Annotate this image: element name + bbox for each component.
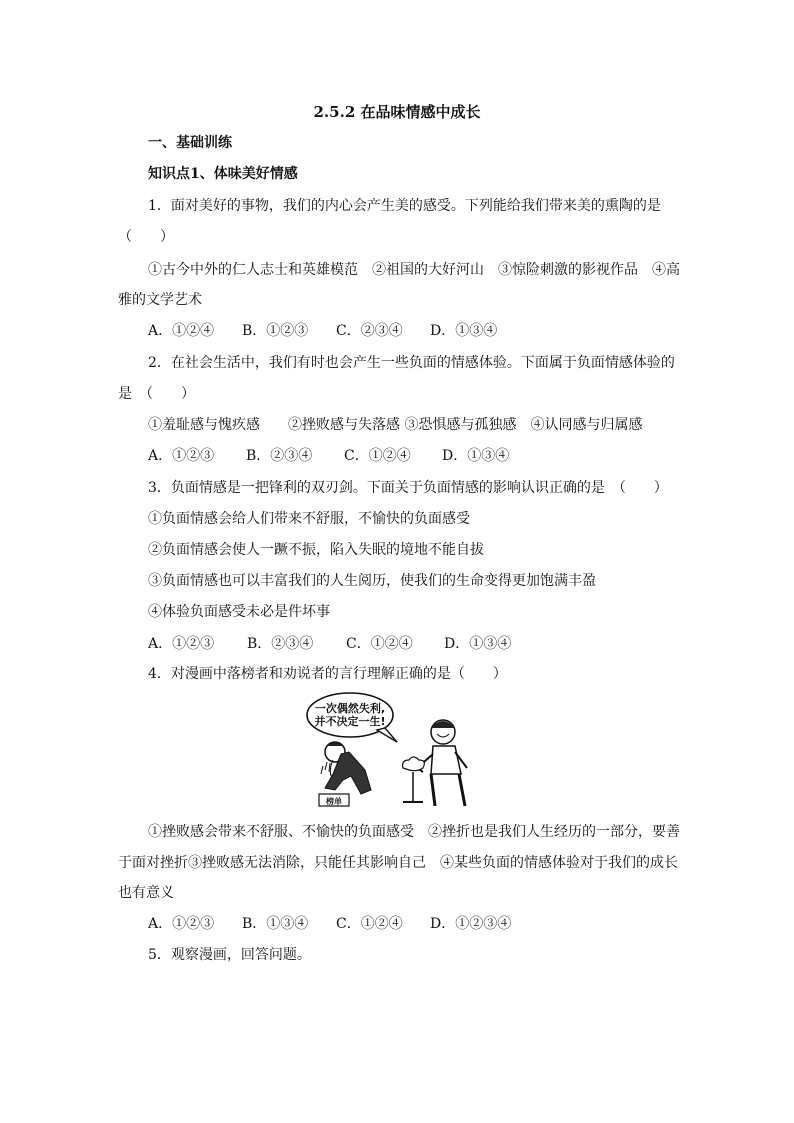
q3-item4: ④体验负面感受未必是件坏事 bbox=[148, 604, 330, 620]
speech-text-line2: 并不决定一生! bbox=[314, 715, 386, 728]
q1-items-line1: ①古今中外的仁人志士和英雄模范 ②祖国的大好河山 ③惊险刺激的影视作品 ④高 bbox=[148, 262, 680, 278]
section-heading: 一、基础训练 bbox=[148, 135, 232, 151]
cartoon-image bbox=[305, 690, 477, 810]
speech-text-line1: 一次偶然失利, bbox=[314, 702, 386, 715]
q4-items-line2: 于面对挫折③挫败感无法消除，只能任其影响自己 ④某些负面的情感体验对于我们的成长 bbox=[118, 855, 678, 871]
crying-figure bbox=[321, 742, 371, 794]
q1-options bbox=[148, 322, 497, 340]
q1-items-line2: 雅的文学艺术 bbox=[118, 292, 202, 308]
q2-items: ①羞耻感与愧疚感 ②挫败感与失落感 ③恐惧感与孤独感 ④认同感与归属感 bbox=[148, 417, 643, 433]
q3-options bbox=[148, 635, 511, 653]
smoke-cloud bbox=[403, 757, 425, 771]
q1-stem-line2: （ ） bbox=[118, 229, 174, 245]
q1-option-d[interactable]: D．①③④ bbox=[430, 323, 498, 339]
q3-option-b[interactable]: B．②③④ bbox=[247, 636, 314, 652]
q2-option-b[interactable]: B．②③④ bbox=[246, 448, 313, 464]
sign-text: 榜单 bbox=[326, 797, 342, 806]
q4-option-a[interactable]: A．①②③ bbox=[148, 916, 215, 932]
q3-item1: ①负面情感会给人们带来不舒服，不愉快的负面感受 bbox=[148, 511, 470, 527]
q3-option-d[interactable]: D．①③④ bbox=[444, 636, 512, 652]
q3-stem: 3．负面情感是一把锋利的双刃剑。下面关于负面情感的影响认识正确的是 （ ） bbox=[148, 480, 668, 496]
q3-item3: ③负面情感也可以丰富我们的人生阅历，使我们的生命变得更加饱满丰盈 bbox=[148, 573, 596, 589]
q4-option-c[interactable]: C．①②④ bbox=[336, 916, 403, 932]
q1-option-b[interactable]: B．①②③ bbox=[242, 323, 309, 339]
q2-stem-line2: 是 （ ） bbox=[118, 386, 195, 402]
q2-option-c[interactable]: C．①②④ bbox=[344, 448, 411, 464]
q2-option-d[interactable]: D．①③④ bbox=[442, 448, 510, 464]
q5-stem: 5．观察漫画，回答问题。 bbox=[148, 947, 311, 963]
q2-options bbox=[148, 447, 509, 465]
q2-option-a[interactable]: A．①②③ bbox=[148, 448, 215, 464]
q3-option-a[interactable]: A．①②③ bbox=[148, 636, 215, 652]
page-title: 2.5.2 在品味情感中成长 bbox=[313, 103, 481, 121]
q4-items-line3: 也有意义 bbox=[118, 885, 174, 901]
q3-item2: ②负面情感会使人一蹶不振，陷入失眠的境地不能自拔 bbox=[148, 542, 484, 558]
q4-options bbox=[148, 915, 511, 933]
q4-option-b[interactable]: B．①③④ bbox=[242, 916, 309, 932]
q1-stem-line1: 1．面对美好的事物，我们的内心会产生美的感受。下列能给我们带来美的熏陶的是 bbox=[148, 198, 661, 214]
q1-option-c[interactable]: C．②③④ bbox=[336, 323, 403, 339]
q4-items-line1: ①挫败感会带来不舒服、不愉快的负面感受 ②挫折也是我们人生经历的一部分，要善 bbox=[148, 824, 680, 840]
q4-stem: 4．对漫画中落榜者和劝说者的言行理解正确的是（ ） bbox=[148, 666, 507, 682]
q1-option-a[interactable]: A．①②④ bbox=[148, 323, 215, 339]
q3-option-c[interactable]: C．①②④ bbox=[346, 636, 413, 652]
q2-stem-line1: 2．在社会生活中，我们有时也会产生一些负面的情感体验。下面属于负面情感体验的 bbox=[148, 355, 675, 371]
q4-option-d[interactable]: D．①②③④ bbox=[430, 916, 512, 932]
knowledge-point-heading: 知识点1、体味美好情感 bbox=[148, 166, 298, 182]
